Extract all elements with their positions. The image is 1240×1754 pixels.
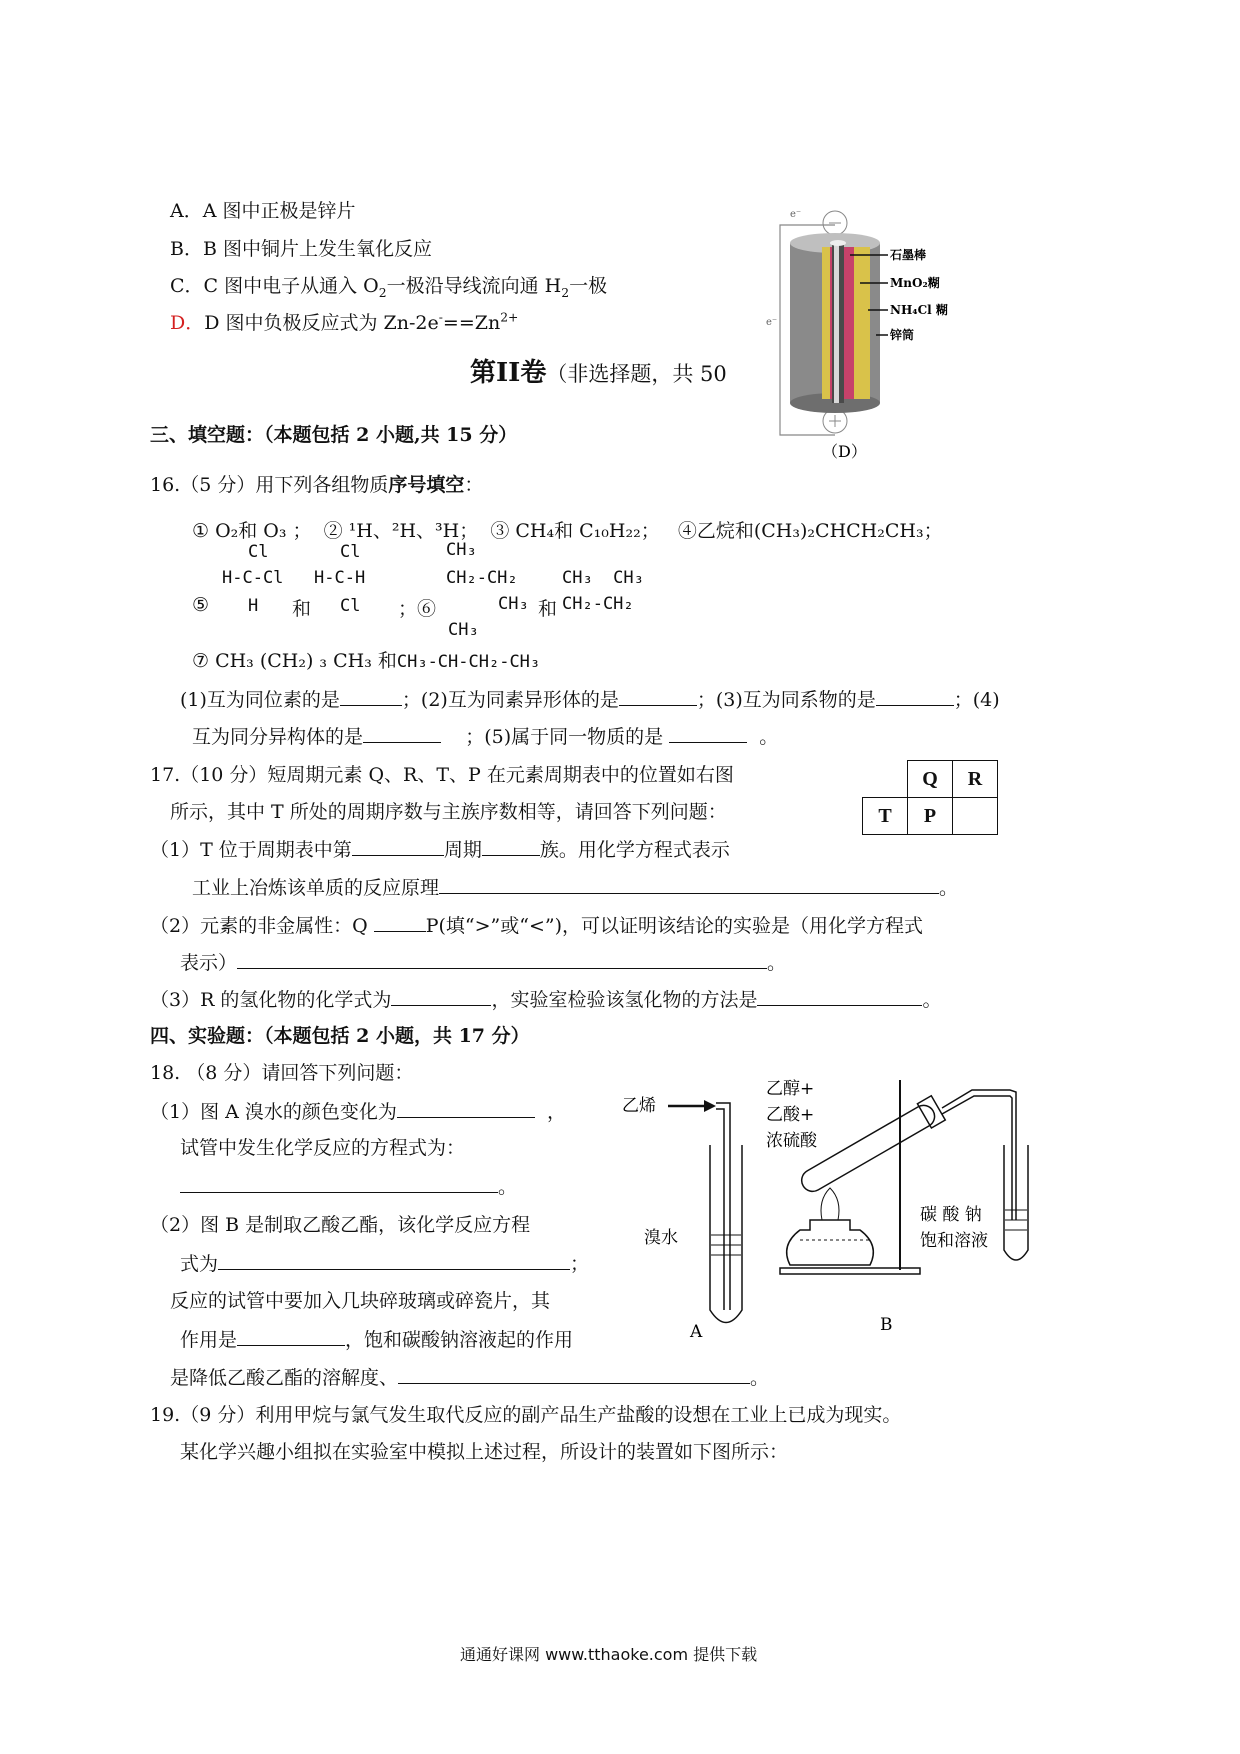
q18-part1b: 试管中发生化学反应的方程式为： (180, 1137, 466, 1159)
mno2-label: MnO₂糊 (890, 276, 940, 290)
figure-d-caption: （D） (822, 442, 867, 461)
part-two-title: 第II卷（非选择题，共 50 (470, 358, 727, 388)
answer-blank-group[interactable] (482, 834, 540, 856)
acetic-acid-label: 乙酸+ (766, 1105, 815, 1125)
cell-p: P (908, 798, 953, 835)
struct-5a-bot: H (248, 596, 259, 616)
option-a: A．A 图中正极是锌片 (170, 200, 356, 222)
answer-blank-5[interactable] (669, 721, 747, 743)
dry-cell-figure (760, 195, 980, 465)
q18-stem: 18. （8 分）请回答下列问题： (150, 1062, 414, 1084)
figure-a-caption: A (690, 1322, 703, 1342)
electron-label-side: e⁻ (766, 317, 778, 328)
answer-blank-period[interactable] (352, 834, 444, 856)
answer-blank-1[interactable] (340, 684, 402, 706)
q18-part1c: 。 (180, 1171, 517, 1199)
saturated-solution-label: 饱和溶液 (920, 1231, 988, 1251)
q16-questions-line2: 互为同分异构体的是 ；(5)属于同一物质的是 。 (192, 721, 778, 749)
q16-items-row1: ① O₂和 O₃ ； ② ¹H、²H、³H； ③ CH₄和 C₁₀H₂₂； ④乙烷和(CH₃)₂CHCH₂CH₃； (192, 520, 943, 542)
cell-q: Q (908, 761, 953, 798)
section-three-heading: 三、填空题：（本题包括 2 小题,共 15 分） (150, 424, 518, 446)
answer-blank-color-change[interactable] (397, 1096, 535, 1118)
q19-line2: 某化学兴趣小组拟在实验室中模拟上述过程，所设计的装置如下图所示： (180, 1441, 789, 1463)
cell-r: R (953, 761, 998, 798)
q17-part1: （1）T 位于周期表中第 周期 族。用化学方程式表示 (150, 834, 730, 862)
item-5-label: ⑤ (192, 594, 210, 616)
figure-a-apparatus (620, 1085, 750, 1345)
answer-blank-equation-b[interactable] (218, 1248, 570, 1270)
q17-part1b: 工业上冶炼该单质的反应原理 。 (192, 872, 958, 900)
q19-line1: 19.（9 分）利用甲烷与氯气发生取代反应的副产品生产盐酸的设想在工业上已成为现实。 (150, 1404, 902, 1426)
struct-7-top: CH₃ (448, 620, 479, 640)
periodic-table-fragment (862, 760, 998, 835)
sodium-carbonate-label: 碳 酸 钠 (920, 1205, 982, 1225)
electron-label-top: e⁻ (790, 209, 802, 220)
answer-blank-4[interactable] (363, 721, 441, 743)
item-5-sep: ；⑥ (398, 598, 437, 620)
struct-6a-top: CH₃ (446, 540, 477, 560)
struct-5b-top: Cl (340, 542, 361, 562)
answer-blank-compare[interactable] (374, 910, 426, 932)
sulfuric-acid-label: 浓硫酸 (766, 1131, 817, 1151)
q18-part2e: 是降低乙酸乙酯的溶解度、 。 (170, 1362, 769, 1390)
q18-part2c: 反应的试管中要加入几块碎玻璃或碎瓷片，其 (170, 1290, 551, 1312)
graphite-label: 石墨棒 (890, 248, 927, 262)
answer-blank-chips-purpose[interactable] (237, 1324, 345, 1346)
q17-part2: （2）元素的非金属性：Q P(填“>”或“<”)，可以证明该结论的实验是（用化学方程式 (150, 910, 923, 938)
q16-questions-line1: (1)互为同位素的是 ；(2)互为同素异形体的是 ；(3)互为同系物的是 ；(4) (180, 684, 1000, 712)
q18-part1: （1）图 A 溴水的颜色变化为 ， (150, 1096, 566, 1124)
answer-blank-experiment[interactable] (237, 947, 767, 969)
option-d: D．D 图中负极反应式为 $Zn-2e^-==Zn^{2+}$ (170, 310, 519, 334)
struct-5b-mid: H-C-H (314, 568, 366, 588)
item-7: ⑦ CH₃ (CH₂) ₃ CH₃ 和CH₃-CH-CH₂-CH₃ (192, 650, 541, 672)
q18-part2b: 式为 ； (180, 1248, 589, 1276)
option-c: C．C 图中电子从通入 $O_2$一极沿导线流向通 $H_2$一极 (170, 275, 608, 300)
cell-empty (953, 798, 998, 835)
struct-5a-mid: H-C-Cl (222, 568, 284, 588)
answer-blank-3[interactable] (876, 684, 954, 706)
q17-line2: 所示，其中 T 所处的周期序数与主族序数相等，请回答下列问题： (170, 801, 727, 823)
struct-6a-bot: CH₃ (498, 594, 529, 614)
answer-blank-equation-a[interactable] (180, 1171, 498, 1193)
item-5-and: 和 (292, 598, 312, 620)
q18-part2: （2）图 B 是制取乙酸乙酯，该化学反应方程 (150, 1214, 531, 1236)
q17-line1: 17.（10 分）短周期元素 Q、R、T、P 在元素周期表中的位置如右图 (150, 764, 734, 786)
answer-blank-2[interactable] (619, 684, 697, 706)
answer-blank-hydride[interactable] (391, 984, 491, 1006)
figure-b-caption: B (880, 1315, 893, 1335)
struct-6b-top: CH₃ CH₃ (562, 568, 644, 588)
cell-t: T (863, 798, 908, 835)
nh4cl-label: NH₄Cl 糊 (890, 303, 948, 317)
struct-5b-bot: Cl (340, 596, 361, 616)
struct-6a-mid: CH₂-CH₂ (446, 568, 518, 588)
q16-stem: 16.（5 分）用下列各组物质序号填空： (150, 474, 484, 496)
q17-part2b: 表示） 。 (180, 947, 786, 975)
answer-blank-na2co3-purpose[interactable] (398, 1362, 750, 1384)
section-four-heading: 四、实验题：（本题包括 2 小题，共 17 分） (150, 1025, 530, 1047)
answer-blank-smelting[interactable] (439, 872, 939, 894)
figure-b-apparatus (760, 1070, 1050, 1345)
bromine-water-label: 溴水 (644, 1228, 678, 1248)
struct-6-and: 和 (538, 598, 558, 620)
ethanol-label: 乙醇+ (766, 1079, 815, 1099)
q18-part2d: 作用是 ，饱和碳酸钠溶液起的作用 (180, 1324, 573, 1352)
option-b: B．B 图中铜片上发生氧化反应 (170, 238, 432, 260)
struct-6b-bot: CH₂-CH₂ (562, 594, 634, 614)
zinc-label: 锌筒 (890, 328, 915, 342)
ethylene-label: 乙烯 (622, 1096, 656, 1116)
answer-blank-test-method[interactable] (757, 984, 922, 1006)
footer-credit: 通通好课网 www.tthaoke.com 提供下载 (460, 1645, 758, 1664)
q17-part3: （3）R 的氢化物的化学式为 ，实验室检验该氢化物的方法是 。 (150, 984, 941, 1012)
struct-5a-top: Cl (248, 542, 269, 562)
